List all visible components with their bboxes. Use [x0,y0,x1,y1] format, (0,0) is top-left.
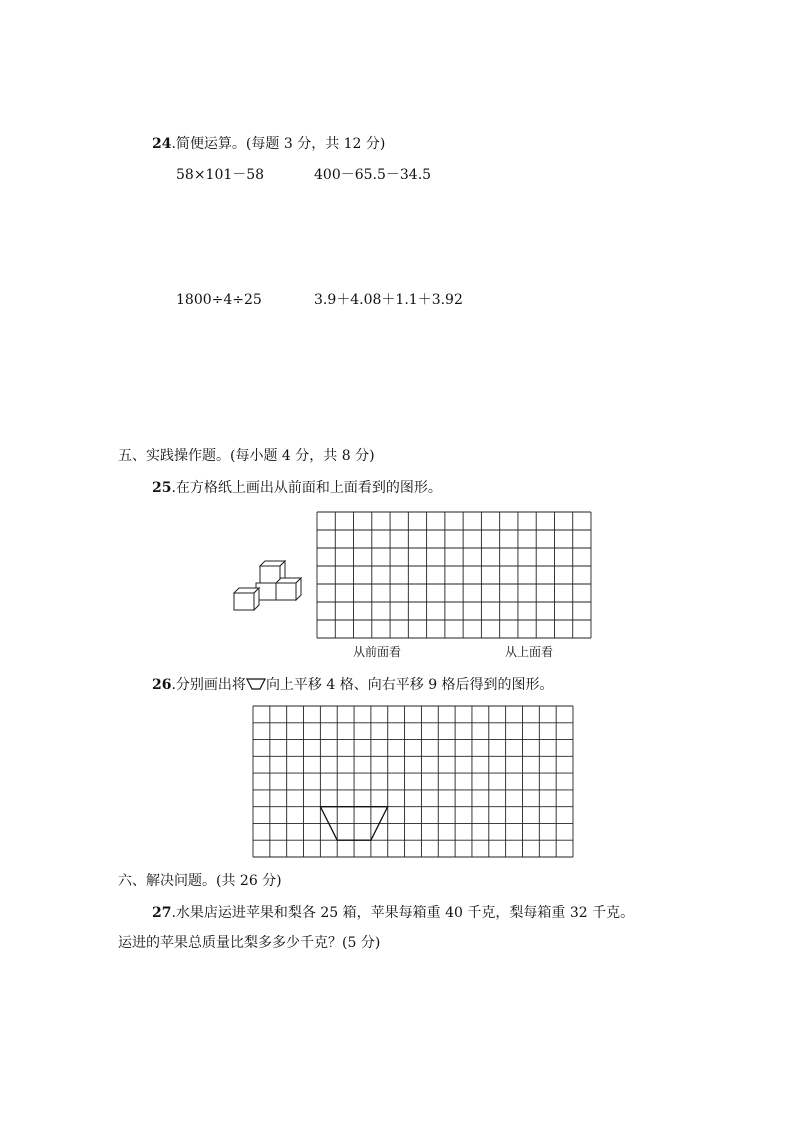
q24-number: 24 [152,136,172,152]
section-6-heading: 六、解决问题。(共 26 分) [118,873,282,889]
q27-number: 27 [152,905,172,921]
section-5-heading: 五、实践操作题。(每小题 4 分，共 8 分) [118,448,375,464]
trapezoid-icon [246,678,266,690]
q24-title [152,135,385,153]
q25-text-body: .在方格纸上画出从前面和上面看到的图形。 [171,480,442,496]
label-top-view: 从上面看 [505,645,554,659]
q24-expr-4: 3.9＋4.08＋1.1＋3.92 [314,292,463,308]
q26-number: 26 [152,677,172,693]
q26-text-a: .分别画出将 [171,677,246,693]
q25-text [152,479,442,497]
q25-grid [317,512,591,638]
q24-expr-3: 1800÷4÷25 [176,292,262,308]
q26-text-b: 向上平移 4 格、向右平移 9 格后得到的图形。 [265,677,554,693]
q24-title-text: .简便运算。(每题 3 分，共 12 分) [171,136,386,152]
q27-line-1-text: .水果店运进苹果和梨各 25 箱，苹果每箱重 40 千克，梨每箱重 32 千克。 [171,905,635,921]
q26-text [152,676,554,694]
q25-number: 25 [152,480,172,496]
cube-stack-figure [228,558,308,614]
q24-expr-2: 400－65.5－34.5 [314,167,432,183]
label-front-view: 从前面看 [353,645,402,659]
q26-grid [253,706,573,857]
q27-line-2: 运进的苹果总质量比梨多多少千克？(5 分) [118,935,381,951]
q27-line-1 [152,904,634,922]
q24-expr-1: 58×101－58 [176,167,265,183]
